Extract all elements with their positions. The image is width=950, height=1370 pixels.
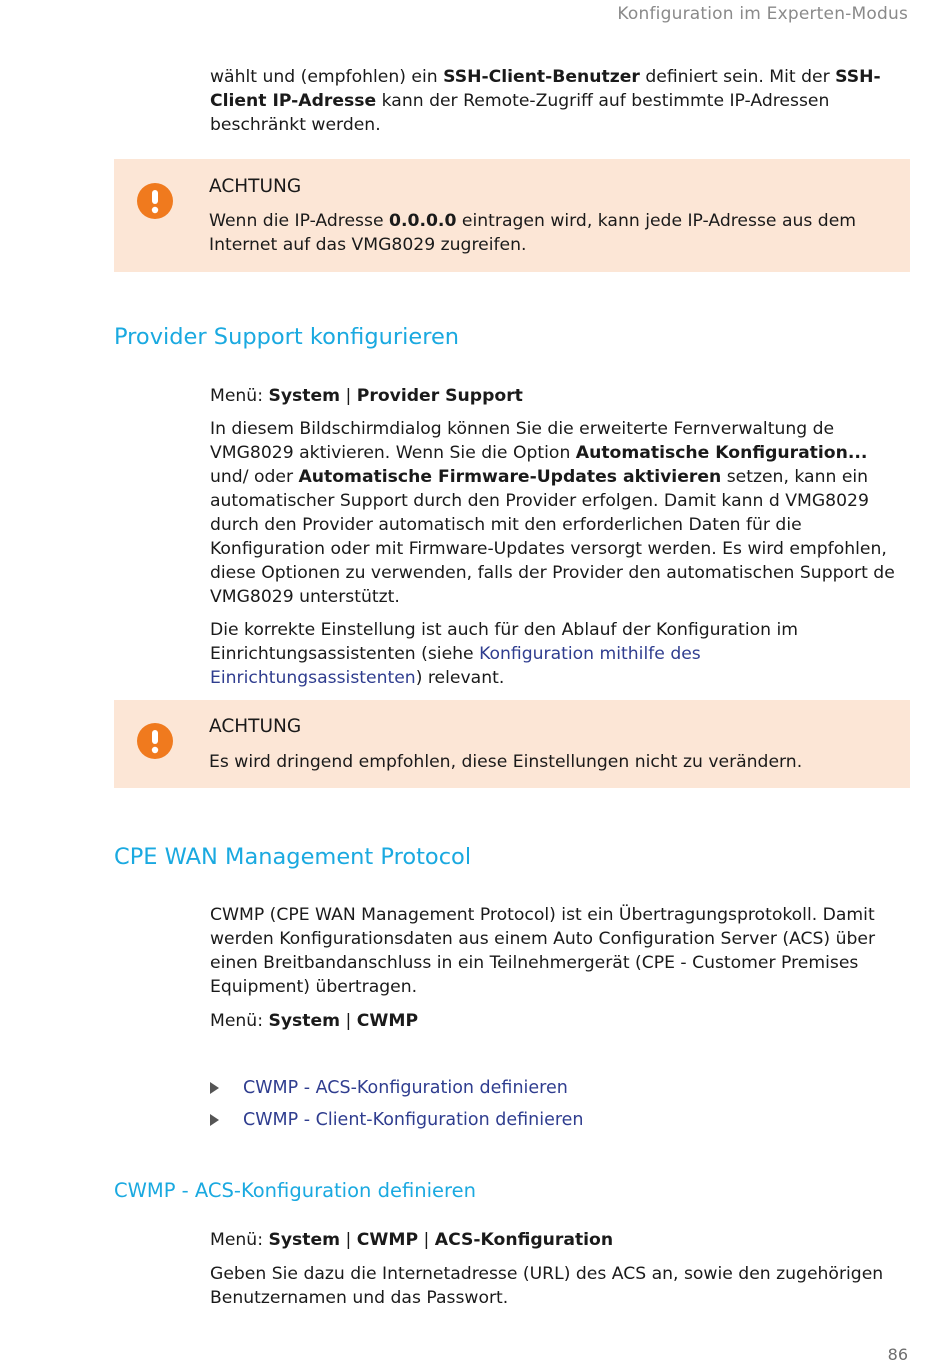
warning-icon [137,183,173,219]
paragraph-text: Die korrekte Einstellung ist auch für den Ablauf der Konfiguration im Einrichtungsassistenten (siehe [210,620,798,664]
menu-path [210,384,910,408]
link-list [210,1072,584,1136]
callout-bold-ip: 0.0.0.0 [389,211,457,231]
callout-text: Wenn die IP-Adresse [209,211,389,231]
intro-text: kann der Remote-Zugriff auf bestimmte IP-Adressen beschränkt werden. [210,91,830,135]
menu-item: CWMP [356,1011,419,1031]
warning-icon [137,723,173,759]
menu-item: System [268,1011,341,1031]
subsection-heading-acs: CWMP - ACS-Konfiguration definieren [114,1179,476,1202]
paragraph-text: In diesem Bildschirmdialog können Sie die erweiterte Fernverwaltung de VMG8029 aktivieren. Wenn Sie die Option [210,419,835,463]
intro-bold-ssh-ip: SSH-Client IP-Adresse [210,67,881,111]
callout-body: Es wird dringend empfohlen, diese Einstellungen nicht zu verändern. [209,752,803,772]
provider-support-paragraph-2 [210,618,910,690]
link-setup-wizard[interactable]: Konfiguration mithilfe des Einrichtungsassistenten [210,644,701,688]
warning-callout [114,159,910,272]
menu-separator: | [340,386,357,406]
menu-item: CWMP [356,1230,419,1250]
link-client-config[interactable]: CWMP - Client-Konfiguration definieren [243,1110,584,1130]
callout-title: ACHTUNG [209,176,302,197]
intro-bold-ssh-user: SSH-Client-Benutzer [443,67,640,87]
intro-text: definiert sein. Mit der [639,67,836,87]
provider-support-paragraph [210,417,910,609]
menu-label: Menü: [210,1230,269,1250]
intro-text: wählt und (empfohlen) ein [210,67,444,87]
callout-title: ACHTUNG [209,716,302,737]
acs-paragraph: Geben Sie dazu die Internetadresse (URL) des ACS an, sowie den zugehörigen Benutzernamen und das Passwort. [210,1264,884,1308]
menu-item: Provider Support [356,386,523,406]
bold-option-auto-config: Automatische Konfiguration... [575,443,868,463]
section-heading-provider-support: Provider Support konfigurieren [114,324,460,350]
warning-callout [114,700,910,788]
bold-option-firmware: Automatische Firmware-Updates aktivieren [298,467,722,487]
list-item [210,1072,584,1104]
link-acs-config[interactable]: CWMP - ACS-Konfiguration definieren [243,1078,568,1098]
menu-separator: | [340,1230,357,1250]
page-number: 86 [887,1345,908,1364]
section-heading-cwmp: CPE WAN Management Protocol [114,844,472,870]
callout-text: eintragen wird, kann jede IP-Adresse aus dem Internet auf das VMG8029 zugreifen. [209,211,857,255]
menu-separator: | [418,1230,435,1250]
menu-item: ACS-Konfiguration [434,1230,614,1250]
paragraph-text: ) relevant. [415,668,505,688]
menu-separator: | [340,1011,357,1031]
menu-label: Menü: [210,1011,269,1031]
list-item [210,1104,584,1136]
triangle-bullet-icon [210,1114,219,1126]
menu-path [210,1009,910,1033]
menu-path [210,1228,910,1252]
cwmp-paragraph: CWMP (CPE WAN Management Protocol) ist ein Übertragungsprotokoll. Damit werden Konfigurationsdaten aus einem Auto Configuration Server (ACS) über einen Breitbandanschluss in ein Teilnehmergerät (CPE - Customer Premises Equipment) übertragen. [210,905,876,997]
running-header: Konfiguration im Experten-Modus [617,4,908,24]
triangle-bullet-icon [210,1082,219,1094]
callout-body [209,209,899,257]
menu-item: System [268,1230,341,1250]
intro-paragraph [210,65,910,137]
paragraph-text: und/ oder [210,467,299,487]
menu-label: Menü: [210,386,269,406]
menu-item: System [268,386,341,406]
paragraph-text: setzen, kann ein automatischer Support durch den Provider erfolgen. Damit kann d VMG8029 durch den Provider automatisch mit den erforderlichen Daten für die Konfiguration oder mit Firmware-Updates versorgt werden. Es wird empfohlen, diese Optionen zu verwenden, falls der Provider den automatischen Support de VMG8029 unterstützt. [210,467,895,607]
